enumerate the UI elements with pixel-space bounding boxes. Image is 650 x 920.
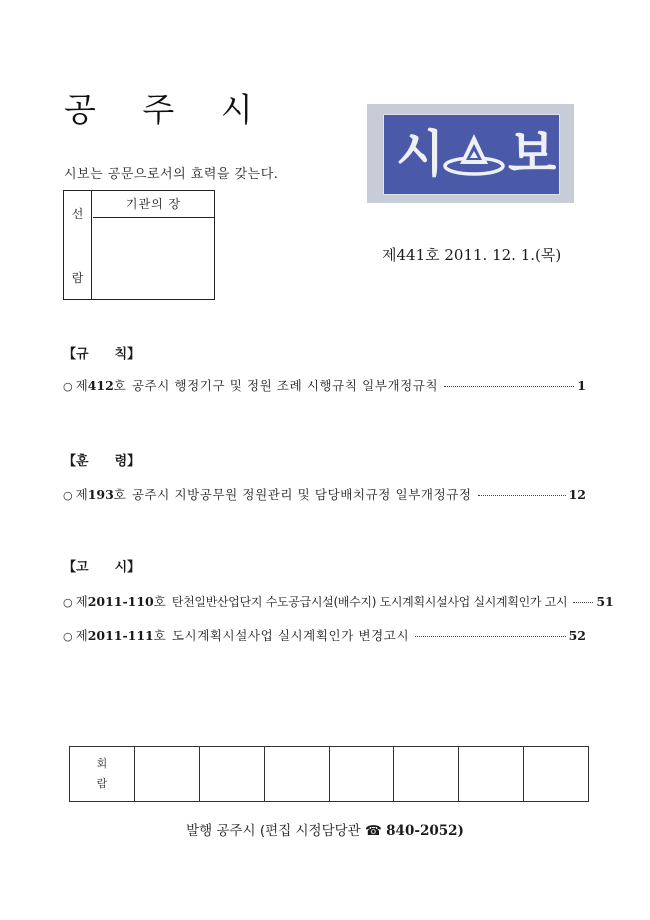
bullet-icon: ○ xyxy=(63,489,73,502)
entry-page: 51 xyxy=(596,594,614,609)
approval-box xyxy=(63,190,215,300)
approval-side-bottom: 람 xyxy=(71,271,84,285)
toc-entry[interactable]: ○ 제 2011-111 호 도시계획시설사업 실시계획인가 변경고시 52 xyxy=(63,628,586,643)
section-heading-rules: 【규 칙】 xyxy=(63,347,141,362)
toc-entry[interactable]: ○ 제 412 호 공주시 행정기구 및 정원 조례 시행규칙 일부개정규칙 1 xyxy=(63,378,586,393)
circulation-signature-cell xyxy=(524,747,588,801)
approval-side-label xyxy=(64,191,92,299)
circulation-signature-cell xyxy=(265,747,330,801)
gazette-logo-panel xyxy=(383,114,560,195)
section-heading-notices: 【고 시】 xyxy=(63,560,141,575)
publisher-text: 발행 공주시 (편집 시정담당관 xyxy=(186,823,361,839)
bullet-icon: ○ xyxy=(63,380,73,393)
entry-page: 1 xyxy=(577,378,586,393)
phone-number: 840-2052) xyxy=(386,823,464,839)
entry-number: 2011-111 xyxy=(87,628,154,643)
city-title: 공 주 시 xyxy=(64,90,271,129)
dot-leader xyxy=(478,495,566,496)
entry-title: 도시계획시설사업 실시계획인가 변경고시 xyxy=(171,628,410,643)
circulation-label: 회 람 xyxy=(70,747,135,801)
city-emblem-icon xyxy=(442,128,506,180)
logo-char-left: 시 xyxy=(396,125,445,183)
circulation-signature-cell xyxy=(394,747,459,801)
circulation-table xyxy=(69,746,589,802)
entry-number: 412 xyxy=(87,378,114,393)
dot-leader xyxy=(573,602,593,603)
publisher-footer xyxy=(0,819,650,839)
entry-page: 12 xyxy=(568,487,586,502)
entry-title: 탄천일반산업단지 수도공급시설(배수지) 도시계획시설사업 실시계획인가 고시 xyxy=(171,595,568,609)
bullet-icon: ○ xyxy=(63,630,73,643)
phone-icon: ☎ xyxy=(365,823,382,839)
bullet-icon: ○ xyxy=(63,596,73,609)
circulation-signature-cell xyxy=(330,747,395,801)
dot-leader xyxy=(415,636,565,637)
entry-title: 공주시 지방공무원 정원관리 및 담당배치규정 일부개정규정 xyxy=(131,487,472,502)
gazette-logo xyxy=(367,104,574,203)
entry-page: 52 xyxy=(568,628,586,643)
entry-title: 공주시 행정기구 및 정원 조례 시행규칙 일부개정규칙 xyxy=(131,378,439,393)
approval-header: 기관의 장 xyxy=(93,191,214,218)
toc-entry[interactable]: ○ 제 193 호 공주시 지방공무원 정원관리 및 담당배치규정 일부개정규정 12 xyxy=(63,487,586,502)
circulation-signature-cell xyxy=(459,747,524,801)
dot-leader xyxy=(444,386,574,387)
circulation-signature-cell xyxy=(200,747,265,801)
issue-number-date: 제441호 2011. 12. 1.(목) xyxy=(382,246,562,264)
legal-notice: 시보는 공문으로서의 효력을 갖는다. xyxy=(64,167,279,182)
circulation-signature-cell xyxy=(135,747,200,801)
entry-number: 193 xyxy=(87,487,114,502)
toc-entry[interactable]: ○ 제 2011-110 호 탄천일반산업단지 수도공급시설(배수지) 도시계획시설사업 실시계획인가 고시 51 xyxy=(63,594,614,609)
section-heading-directives: 【훈 령】 xyxy=(63,454,141,469)
logo-char-right: 보 xyxy=(508,125,557,183)
entry-number: 2011-110 xyxy=(87,594,154,609)
approval-side-top: 선 xyxy=(71,207,84,221)
